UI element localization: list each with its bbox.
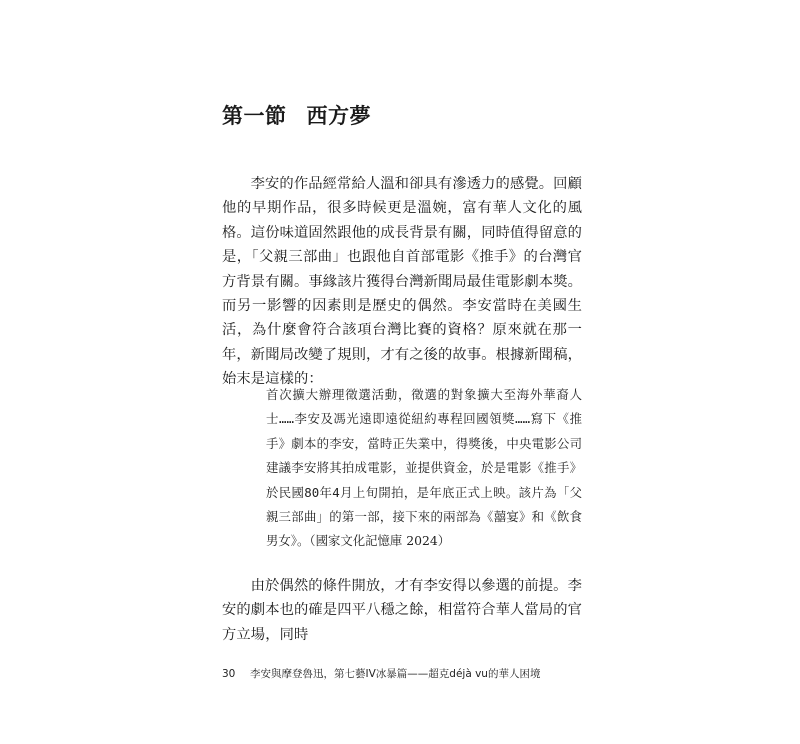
body-paragraph-1: 李安的作品經常給人溫和卻具有滲透力的感覺。回顧他的早期作品，很多時候更是溫婉，富有華人文化的風格。這份味道固然跟他的成長背景有關，同時值得留意的是，「父親三部曲」也跟他自首部電影《推手》的台灣官方背景有關。事緣該片獲得台灣新聞局最佳電影劇本獎。而另一影響的因素則是歷史的偶然。李安當時在美國生活，為什麼會符合該項台灣比賽的資格？原來就在那一年，新聞局改變了規則，才有之後的故事。根據新聞稿，始末是這樣的：: [222, 176, 582, 388]
section-number: 第一節: [222, 104, 287, 128]
section-heading: [222, 101, 371, 131]
block-quote-citation: （國家文化記憶庫 2024）: [309, 533, 451, 549]
body-paragraph-2: 由於偶然的條件開放，才有李安得以參選的前提。李安的劇本也的確是四平八穩之餘，相當符合華人當局的官方立場，同時: [222, 578, 582, 643]
page-number: 30: [222, 668, 236, 680]
running-title: 李安與摩登魯迅，第七藝IV冰暴篇——超克déjà vu的華人困境: [250, 668, 541, 680]
block-quote: [266, 383, 582, 554]
block-quote-text: 首次擴大辦理徵選活動，徵選的對象擴大至海外華裔人士……李安及馮光遠即遠從紐約專程回國領獎……寫下《推手》劇本的李安，當時正失業中，得獎後，中央電影公司建議李安將其拍成電影，並提供資金，於是電影《推手》於民國80年4月上旬開拍，是年底正式上映。該片為「父親三部曲」的第一部，接下來的兩部為《囍宴》和《飲食男女》。: [266, 387, 582, 549]
page-footer: [222, 666, 540, 682]
section-title: 西方夢: [306, 104, 371, 128]
